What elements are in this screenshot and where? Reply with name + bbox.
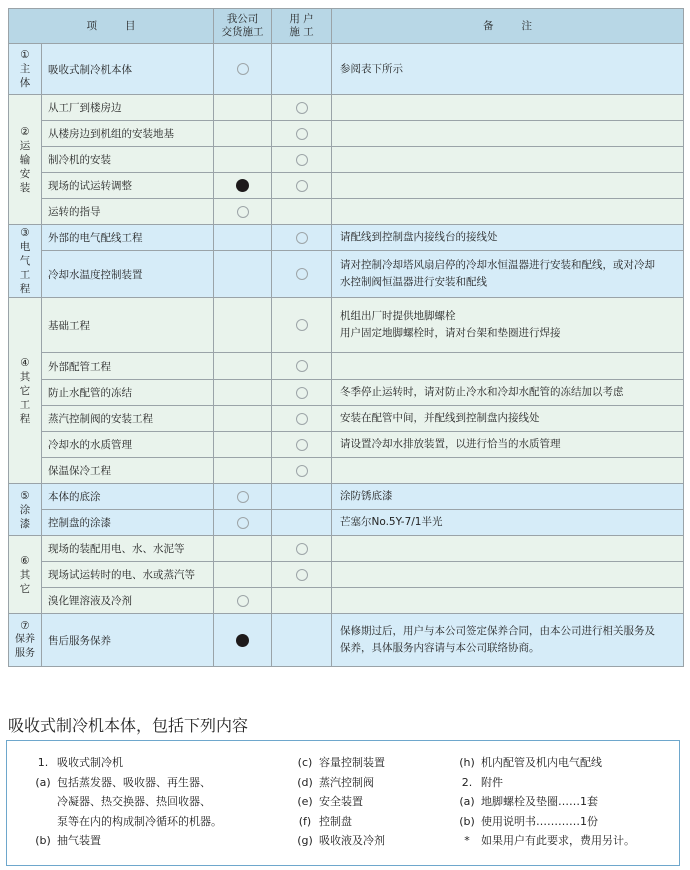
user-cell <box>272 147 332 173</box>
note-cell <box>332 406 684 432</box>
open-circle-icon <box>237 206 249 218</box>
open-circle-icon <box>237 595 249 607</box>
note-cell <box>332 588 684 614</box>
scope-item-label: 2. <box>461 775 473 789</box>
scope-list-item <box>291 773 385 793</box>
header-user: 用 户 施 工 <box>272 9 332 44</box>
scope-list-item <box>453 812 635 832</box>
company-cell <box>214 199 272 225</box>
scope-item-label: (a) <box>459 795 475 808</box>
scope-item-text: 附件 <box>481 775 503 789</box>
note-line: 请设置冷却水排放装置，以进行恰当的水质管理 <box>340 438 561 450</box>
table-row <box>9 353 684 380</box>
open-circle-icon <box>296 319 308 331</box>
note-cell <box>332 614 684 667</box>
group-label-line: 其 <box>19 370 31 383</box>
note-cell <box>332 199 684 225</box>
user-cell <box>272 251 332 298</box>
note-cell <box>332 225 684 251</box>
note-line: 保养，具体服务内容请与本公司联络协商。 <box>340 642 540 654</box>
note-cell <box>332 121 684 147</box>
group-label-line: 工 <box>19 398 31 411</box>
note-line: 机组出厂时提供地脚螺栓 <box>340 310 456 322</box>
scope-list-item <box>29 831 222 851</box>
group-label-line: 运 <box>19 139 31 152</box>
scope-list-item <box>29 812 222 832</box>
scope-item-label: (a) <box>35 775 51 789</box>
group-label-line: 涂 <box>19 503 31 516</box>
scope-of-work-table <box>8 8 684 667</box>
item-cell: 从工厂到楼房边 <box>42 95 214 121</box>
open-circle-icon <box>296 465 308 477</box>
user-cell <box>272 173 332 199</box>
note-cell <box>332 173 684 199</box>
item-cell: 控制盘的涂漆 <box>42 510 214 536</box>
company-cell <box>214 458 272 484</box>
table-row <box>9 225 684 251</box>
scope-item-text: 机内配管及机内电气配线 <box>481 756 602 769</box>
item-cell: 基础工程 <box>42 298 214 353</box>
company-cell <box>214 44 272 95</box>
scope-list-item <box>453 831 635 851</box>
item-cell: 蒸汽控制阀的安装工程 <box>42 406 214 432</box>
scope-list-item <box>29 753 222 773</box>
scope-item-text: 安全装置 <box>319 795 363 808</box>
note-line: 水控制阀恒温器进行安装和配线 <box>340 276 487 288</box>
group-label-line: 体 <box>19 77 31 89</box>
scope-list-item <box>291 753 385 773</box>
note-line: 用户固定地脚螺栓时，请对台架和垫圈进行焊接 <box>340 327 561 339</box>
company-cell <box>214 614 272 667</box>
scope-item-text: 吸收式制冷机 <box>57 756 123 769</box>
group-label-line: 气 <box>19 255 31 267</box>
open-circle-icon <box>296 102 308 114</box>
group-label <box>9 536 42 614</box>
open-circle-icon <box>296 154 308 166</box>
company-cell <box>214 95 272 121</box>
group-label <box>9 44 42 95</box>
item-cell: 溴化锂溶液及冷剂 <box>42 588 214 614</box>
scope-item-label: (b) <box>35 834 51 847</box>
note-line: 请对控制冷却塔风扇启停的冷却水恒温器进行安装和配线，或对冷却 <box>340 259 655 271</box>
item-cell: 运转的指导 <box>42 199 214 225</box>
scope-item-text: 吸收液及冷剂 <box>319 834 385 847</box>
scope-item-label: (g) <box>297 834 313 847</box>
table-row <box>9 536 684 562</box>
group-label <box>9 95 42 225</box>
note-line: 安装在配管中间，并配线到控制盘内接线处 <box>340 412 540 424</box>
note-cell <box>332 380 684 406</box>
scope-list-item <box>291 792 385 812</box>
user-cell <box>272 406 332 432</box>
group-label <box>9 614 42 667</box>
group-label-line: ① <box>20 49 30 61</box>
user-cell <box>272 95 332 121</box>
note-line: 涂防锈底漆 <box>340 490 393 502</box>
table-row <box>9 458 684 484</box>
table-row <box>9 199 684 225</box>
table-row <box>9 147 684 173</box>
scope-list-item <box>29 773 222 793</box>
scope-list-item <box>291 831 385 851</box>
user-cell <box>272 225 332 251</box>
scope-item-text: 蒸汽控制阀 <box>319 775 374 789</box>
company-cell <box>214 173 272 199</box>
table-row <box>9 298 684 353</box>
open-circle-icon <box>296 413 308 425</box>
note-line: 请配线到控制盘内接线台的接线处 <box>340 231 498 243</box>
scope-item-label: (c) <box>297 756 313 769</box>
note-cell <box>332 251 684 298</box>
group-label-line: ⑤ <box>20 489 30 502</box>
scope-column-3 <box>453 753 635 851</box>
company-cell <box>214 484 272 510</box>
table-row <box>9 432 684 458</box>
group-label <box>9 484 42 536</box>
open-circle-icon <box>296 232 308 244</box>
scope-item-label: (f) <box>298 814 312 828</box>
item-cell: 现场的装配用电、水、水泥等 <box>42 536 214 562</box>
header-company: 我公司 交货施工 <box>214 9 272 44</box>
header-item: 项 目 <box>9 9 214 44</box>
group-label-line: 程 <box>19 283 31 295</box>
group-label-line: 漆 <box>19 517 31 530</box>
user-cell <box>272 614 332 667</box>
item-cell: 冷却水温度控制装置 <box>42 251 214 298</box>
item-cell: 外部配管工程 <box>42 353 214 380</box>
table-row <box>9 614 684 667</box>
item-cell: 制冷机的安装 <box>42 147 214 173</box>
scope-list-item <box>453 792 635 812</box>
group-label <box>9 225 42 298</box>
scope-item-text: 地脚螺栓及垫圈……1套 <box>481 795 598 808</box>
table-row <box>9 562 684 588</box>
scope-item-label: (d) <box>297 775 313 789</box>
table-body <box>9 44 684 667</box>
user-cell <box>272 353 332 380</box>
user-cell <box>272 199 332 225</box>
group-label-line: ④ <box>20 356 30 369</box>
company-cell <box>214 121 272 147</box>
note-line: 芒塞尔No.5Y-7/1半光 <box>340 516 443 528</box>
user-cell <box>272 380 332 406</box>
note-line: 参阅表下所示 <box>340 62 403 75</box>
table-row <box>9 121 684 147</box>
user-cell <box>272 484 332 510</box>
user-cell <box>272 298 332 353</box>
group-label-line: 程 <box>19 412 31 425</box>
group-label-line: 服务 <box>15 648 35 659</box>
user-cell <box>272 458 332 484</box>
scope-item-text: 抽气装置 <box>57 834 101 847</box>
user-cell <box>272 562 332 588</box>
item-cell: 本体的底涂 <box>42 484 214 510</box>
user-cell <box>272 588 332 614</box>
scope-list-item <box>291 812 385 832</box>
user-cell <box>272 44 332 95</box>
scope-column-1 <box>29 753 222 851</box>
scope-item-label: 1. <box>37 756 49 769</box>
item-cell: 现场的试运转调整 <box>42 173 214 199</box>
company-cell <box>214 562 272 588</box>
open-circle-icon <box>296 128 308 140</box>
table-row <box>9 588 684 614</box>
scope-item-text: 使用说明书…………1份 <box>481 814 598 828</box>
company-cell <box>214 432 272 458</box>
open-circle-icon <box>237 63 249 75</box>
open-circle-icon <box>296 439 308 451</box>
open-circle-icon <box>296 360 308 372</box>
note-cell <box>332 484 684 510</box>
open-circle-icon <box>296 569 308 581</box>
group-label-line: ② <box>20 125 30 138</box>
note-cell <box>332 44 684 95</box>
scope-column-2 <box>291 753 385 851</box>
item-cell: 吸收式制冷机本体 <box>42 44 214 95</box>
note-line: 保修期过后，用户与本公司签定保养合同，由本公司进行相关服务及 <box>340 625 655 637</box>
scope-item-label: * <box>464 834 470 847</box>
note-cell <box>332 432 684 458</box>
company-cell <box>214 536 272 562</box>
note-cell <box>332 298 684 353</box>
table-row <box>9 510 684 536</box>
note-cell <box>332 147 684 173</box>
scope-list-item <box>29 792 222 812</box>
group-label-line: 保养 <box>15 634 35 645</box>
company-cell <box>214 510 272 536</box>
note-cell <box>332 510 684 536</box>
group-label-line: 它 <box>19 384 31 397</box>
item-cell: 现场试运转时的电、水或蒸汽等 <box>42 562 214 588</box>
group-label-line: 它 <box>19 582 31 595</box>
scope-item-label: (b) <box>459 814 475 828</box>
item-cell: 售后服务保养 <box>42 614 214 667</box>
scope-title: 吸收式制冷机本体，包括下列内容 <box>8 716 249 735</box>
open-circle-icon <box>296 180 308 192</box>
table-row <box>9 484 684 510</box>
company-cell <box>214 147 272 173</box>
user-cell <box>272 510 332 536</box>
group-label-line: ③ <box>20 227 30 239</box>
group-label-line: ⑥ <box>20 554 30 567</box>
scope-box <box>6 740 680 866</box>
company-cell <box>214 588 272 614</box>
note-cell <box>332 562 684 588</box>
table-header-row <box>9 9 684 44</box>
group-label-line: 电 <box>19 241 31 253</box>
header-notes: 备 注 <box>332 9 684 44</box>
company-cell <box>214 298 272 353</box>
note-cell <box>332 95 684 121</box>
scope-item-label: (h) <box>459 756 475 769</box>
table-row <box>9 406 684 432</box>
table-row <box>9 44 684 95</box>
group-label-line: ⑦ <box>20 620 30 632</box>
note-cell <box>332 536 684 562</box>
note-cell <box>332 458 684 484</box>
group-label-line: 其 <box>19 568 31 581</box>
scope-list-item <box>453 773 635 793</box>
scope-item-text: 控制盘 <box>319 814 352 828</box>
filled-circle-icon <box>236 634 249 647</box>
company-cell <box>214 225 272 251</box>
scope-item-text: 容量控制装置 <box>319 756 385 769</box>
group-label-line: 主 <box>19 63 31 75</box>
item-cell: 防止水配管的冻结 <box>42 380 214 406</box>
group-label-line: 输 <box>19 153 31 166</box>
group-label-line: 安 <box>19 167 31 180</box>
open-circle-icon <box>296 387 308 399</box>
note-cell <box>332 353 684 380</box>
scope-list-item <box>453 753 635 773</box>
scope-item-text: 冷凝器、热交换器、热回收器、 <box>57 795 211 808</box>
table-row <box>9 95 684 121</box>
user-cell <box>272 536 332 562</box>
company-cell <box>214 406 272 432</box>
item-cell: 保温保冷工程 <box>42 458 214 484</box>
item-cell: 外部的电气配线工程 <box>42 225 214 251</box>
open-circle-icon <box>237 517 249 529</box>
open-circle-icon <box>296 543 308 555</box>
company-cell <box>214 251 272 298</box>
table-row <box>9 251 684 298</box>
company-cell <box>214 380 272 406</box>
group-label <box>9 298 42 484</box>
open-circle-icon <box>296 268 308 280</box>
table-row <box>9 173 684 199</box>
item-cell: 从楼房边到机组的安装地基 <box>42 121 214 147</box>
user-cell <box>272 121 332 147</box>
table-row <box>9 380 684 406</box>
open-circle-icon <box>237 491 249 503</box>
note-line: 冬季停止运转时，请对防止冷水和冷却水配管的冻结加以考虑 <box>340 386 624 398</box>
group-label-line: 工 <box>19 269 31 281</box>
company-cell <box>214 353 272 380</box>
filled-circle-icon <box>236 179 249 192</box>
scope-item-text: 泵等在内的构成制冷循环的机器。 <box>57 814 222 828</box>
user-cell <box>272 432 332 458</box>
scope-item-label: (e) <box>297 795 313 808</box>
item-cell: 冷却水的水质管理 <box>42 432 214 458</box>
scope-item-text: 如果用户有此要求，费用另计。 <box>481 834 635 847</box>
scope-item-text: 包括蒸发器、吸收器、再生器、 <box>57 775 211 789</box>
group-label-line: 装 <box>19 181 31 194</box>
